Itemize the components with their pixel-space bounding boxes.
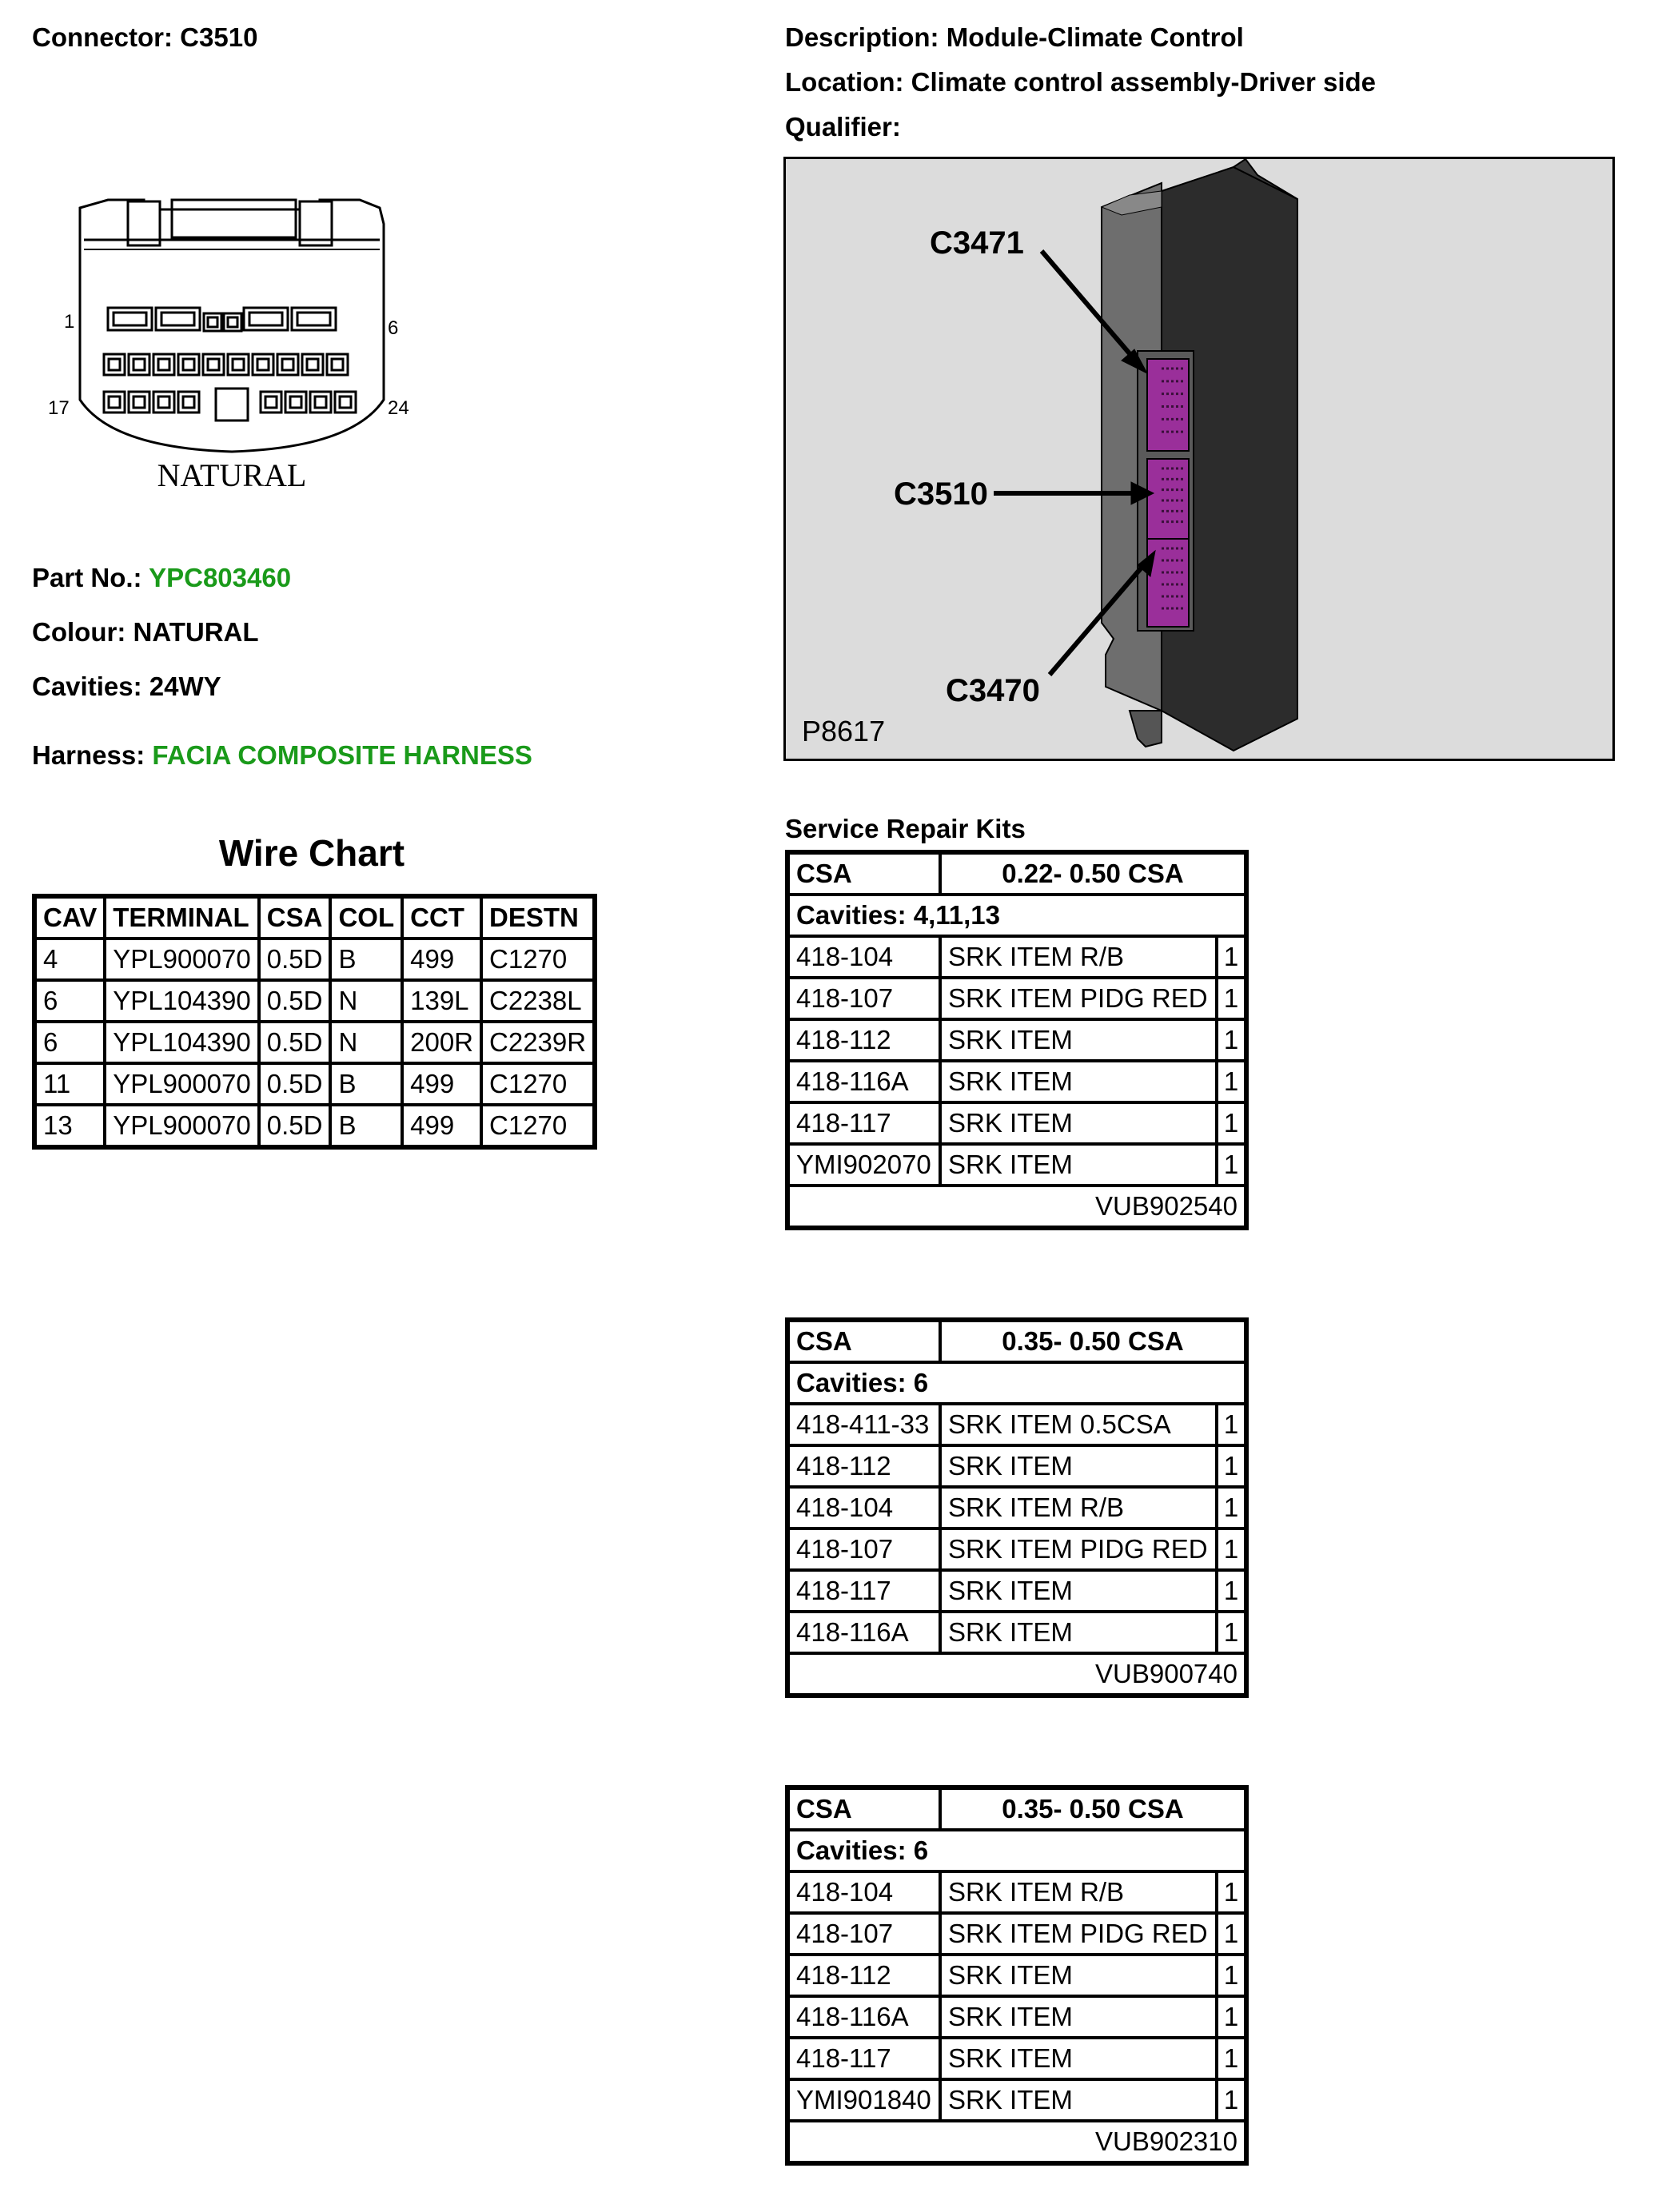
- wire-cell: 499: [402, 1063, 481, 1105]
- table-row: [787, 1871, 1246, 1913]
- kit-header-row: [787, 1320, 1246, 1362]
- wire-cell: 0.5D: [259, 939, 331, 980]
- wire-cell: B: [330, 939, 402, 980]
- table-row: [787, 1404, 1246, 1445]
- connector-c3510: [1147, 459, 1189, 539]
- kit-header-row: [787, 852, 1246, 895]
- kit-item-description: SRK ITEM R/B: [940, 1487, 1217, 1528]
- connector-colour-text: NATURAL: [157, 457, 307, 493]
- wire-cell: 11: [34, 1063, 105, 1105]
- table-row: [34, 1105, 595, 1147]
- kit-number: VUB900740: [787, 1653, 1246, 1696]
- kit-number-row: [787, 2121, 1246, 2163]
- kit-csa-range: 0.22- 0.50 CSA: [940, 852, 1246, 895]
- kit-part-number: 418-104: [787, 1871, 940, 1913]
- kit-csa-label: CSA: [787, 1788, 940, 1830]
- kit-item-description: SRK ITEM 0.5CSA: [940, 1404, 1217, 1445]
- wire-header-cct: CCT: [402, 896, 481, 939]
- table-row: [787, 1144, 1246, 1186]
- kit-item-description: SRK ITEM: [940, 1996, 1217, 2038]
- kit-part-number: 418-116A: [787, 1996, 940, 2038]
- kit-csa-label: CSA: [787, 1320, 940, 1362]
- wire-chart-table: [32, 894, 597, 1150]
- kit-item-description: SRK ITEM R/B: [940, 936, 1217, 978]
- kit-item-description: SRK ITEM: [940, 1144, 1217, 1186]
- kit-item-qty: 1: [1217, 1570, 1246, 1612]
- table-row: [787, 1061, 1246, 1102]
- module-location-image: [783, 157, 1615, 761]
- table-row: [787, 1996, 1246, 2038]
- kit-part-number: 418-104: [787, 936, 940, 978]
- colour-value: NATURAL: [133, 617, 259, 647]
- table-row: [787, 1528, 1246, 1570]
- kit-item-qty: 1: [1217, 1487, 1246, 1528]
- connector-value: C3510: [180, 22, 258, 52]
- location-label: Location:: [785, 67, 904, 97]
- kit-item-description: SRK ITEM: [940, 2079, 1217, 2121]
- kit-item-qty: 1: [1217, 1061, 1246, 1102]
- table-row: [787, 936, 1246, 978]
- kit-item-description: SRK ITEM: [940, 1955, 1217, 1996]
- table-row: [787, 1019, 1246, 1061]
- wire-cell: 499: [402, 939, 481, 980]
- wire-cell: 0.5D: [259, 980, 331, 1022]
- table-row: [787, 1612, 1246, 1653]
- kit-item-qty: 1: [1217, 936, 1246, 978]
- kit-item-description: SRK ITEM: [940, 1102, 1217, 1144]
- table-row: [787, 2079, 1246, 2121]
- repair-kit-table-3: [785, 1785, 1249, 2166]
- wire-cell: 4: [34, 939, 105, 980]
- kit-item-description: SRK ITEM PIDG RED: [940, 1913, 1217, 1955]
- wire-cell: YPL104390: [105, 1022, 259, 1063]
- part-no-value: YPC803460: [149, 563, 292, 592]
- kit-item-qty: 1: [1217, 1612, 1246, 1653]
- table-row: [787, 1487, 1246, 1528]
- wire-chart-header-row: [34, 896, 595, 939]
- wire-header-csa: CSA: [259, 896, 331, 939]
- kit-csa-range: 0.35- 0.50 CSA: [940, 1788, 1246, 1830]
- kit-part-number: YMI902070: [787, 1144, 940, 1186]
- pin-17-label: 17: [48, 397, 70, 419]
- kit-item-qty: 1: [1217, 1144, 1246, 1186]
- wire-cell: YPL900070: [105, 1063, 259, 1105]
- cavities-value: 24WY: [149, 672, 221, 701]
- wire-cell: N: [330, 980, 402, 1022]
- pin-1-label: 1: [64, 311, 75, 333]
- table-row: [787, 978, 1246, 1019]
- wire-cell: N: [330, 1022, 402, 1063]
- wire-cell: 0.5D: [259, 1063, 331, 1105]
- wire-cell: B: [330, 1063, 402, 1105]
- kit-item-description: SRK ITEM: [940, 1061, 1217, 1102]
- harness-value: FACIA COMPOSITE HARNESS: [152, 740, 532, 770]
- kit-part-number: 418-107: [787, 1913, 940, 1955]
- kit-csa-range: 0.35- 0.50 CSA: [940, 1320, 1246, 1362]
- connector-heading: [32, 22, 257, 53]
- wire-cell: C1270: [481, 1105, 595, 1147]
- wire-cell: C2239R: [481, 1022, 595, 1063]
- kit-item-qty: 1: [1217, 1019, 1246, 1061]
- kit-item-description: SRK ITEM PIDG RED: [940, 978, 1217, 1019]
- c3471-label: C3471: [930, 225, 1024, 261]
- wire-cell: 0.5D: [259, 1105, 331, 1147]
- wire-header-terminal: TERMINAL: [105, 896, 259, 939]
- kit-cavities-row: [787, 1362, 1246, 1404]
- table-row: [787, 1102, 1246, 1144]
- kit-part-number: 418-117: [787, 1102, 940, 1144]
- kit-item-qty: 1: [1217, 1404, 1246, 1445]
- kit-item-qty: 1: [1217, 1996, 1246, 2038]
- harness-line: [32, 740, 532, 771]
- c3510-label: C3510: [894, 476, 988, 512]
- kit-item-qty: 1: [1217, 1955, 1246, 1996]
- kit-item-description: SRK ITEM: [940, 1570, 1217, 1612]
- c3470-label: C3470: [946, 673, 1040, 708]
- wire-cell: 0.5D: [259, 1022, 331, 1063]
- kit-part-number: 418-107: [787, 978, 940, 1019]
- wire-cell: YPL900070: [105, 939, 259, 980]
- kit-item-description: SRK ITEM: [940, 1612, 1217, 1653]
- description-value: Module-Climate Control: [946, 22, 1244, 52]
- kit-number: VUB902540: [787, 1186, 1246, 1228]
- wire-cell: 6: [34, 980, 105, 1022]
- pin-24-label: 24: [388, 397, 409, 419]
- table-row: [787, 1913, 1246, 1955]
- kit-cavities: Cavities: 4,11,13: [787, 895, 1246, 936]
- wire-cell: C2238L: [481, 980, 595, 1022]
- kit-part-number: 418-112: [787, 1955, 940, 1996]
- wire-cell: YPL104390: [105, 980, 259, 1022]
- description-label: Description:: [785, 22, 939, 52]
- kit-csa-label: CSA: [787, 852, 940, 895]
- wire-cell: C1270: [481, 939, 595, 980]
- photo-id-label: P8617: [802, 715, 886, 747]
- wire-cell: 499: [402, 1105, 481, 1147]
- pin-6-label: 6: [388, 317, 399, 339]
- qualifier-line: [785, 112, 901, 142]
- kit-part-number: 418-411-33: [787, 1404, 940, 1445]
- kit-cavities: Cavities: 6: [787, 1362, 1246, 1404]
- wire-cell: 139L: [402, 980, 481, 1022]
- kit-item-description: SRK ITEM: [940, 1445, 1217, 1487]
- kit-header-row: [787, 1788, 1246, 1830]
- kit-number-row: [787, 1653, 1246, 1696]
- wire-cell: 200R: [402, 1022, 481, 1063]
- colour-line: [32, 617, 259, 648]
- wire-header-destn: DESTN: [481, 896, 595, 939]
- kit-cavities: Cavities: 6: [787, 1830, 1246, 1871]
- table-row: [34, 980, 595, 1022]
- part-no-label: Part No.:: [32, 563, 142, 592]
- connector-face-diagram: [32, 192, 432, 512]
- kit-item-qty: 1: [1217, 978, 1246, 1019]
- table-row: [787, 2038, 1246, 2079]
- part-no-line: [32, 563, 291, 593]
- table-row: [787, 1955, 1246, 1996]
- kit-item-description: SRK ITEM PIDG RED: [940, 1528, 1217, 1570]
- kit-part-number: 418-117: [787, 1570, 940, 1612]
- kit-part-number: 418-112: [787, 1019, 940, 1061]
- repair-kit-table-1: [785, 850, 1249, 1230]
- kit-item-description: SRK ITEM R/B: [940, 1871, 1217, 1913]
- kit-number: VUB902310: [787, 2121, 1246, 2163]
- kit-part-number: 418-116A: [787, 1612, 940, 1653]
- kit-item-description: SRK ITEM: [940, 2038, 1217, 2079]
- table-row: [787, 1445, 1246, 1487]
- cavities-line: [32, 672, 221, 702]
- wire-cell: B: [330, 1105, 402, 1147]
- location-line: [785, 67, 1376, 98]
- kit-part-number: 418-117: [787, 2038, 940, 2079]
- kit-item-qty: 1: [1217, 1102, 1246, 1144]
- table-row: [787, 1570, 1246, 1612]
- table-row: [34, 939, 595, 980]
- wire-header-cav: CAV: [34, 896, 105, 939]
- kit-part-number: YMI901840: [787, 2079, 940, 2121]
- kit-cavities-row: [787, 1830, 1246, 1871]
- qualifier-label: Qualifier:: [785, 112, 901, 141]
- kit-part-number: 418-107: [787, 1528, 940, 1570]
- wire-cell: 13: [34, 1105, 105, 1147]
- connector-c3471: [1147, 359, 1189, 451]
- wire-chart-title: Wire Chart: [218, 832, 405, 874]
- kit-cavities-row: [787, 895, 1246, 936]
- kit-item-qty: 1: [1217, 1445, 1246, 1487]
- location-value: Climate control assembly-Driver side: [911, 67, 1377, 97]
- kit-item-qty: 1: [1217, 2038, 1246, 2079]
- kit-number-row: [787, 1186, 1246, 1228]
- repair-kit-table-2: [785, 1317, 1249, 1698]
- kit-part-number: 418-116A: [787, 1061, 940, 1102]
- kit-part-number: 418-112: [787, 1445, 940, 1487]
- wire-cell: 6: [34, 1022, 105, 1063]
- service-repair-kits-title: Service Repair Kits: [785, 814, 1026, 843]
- description-line: [785, 22, 1244, 53]
- table-row: [34, 1063, 595, 1105]
- cavities-label: Cavities:: [32, 672, 142, 701]
- kit-item-qty: 1: [1217, 1913, 1246, 1955]
- connector-label: Connector:: [32, 22, 173, 52]
- kit-item-qty: 1: [1217, 1871, 1246, 1913]
- wire-header-col: COL: [330, 896, 402, 939]
- kit-item-qty: 1: [1217, 2079, 1246, 2121]
- harness-label: Harness:: [32, 740, 145, 770]
- wire-cell: C1270: [481, 1063, 595, 1105]
- module-illustration: [786, 159, 1612, 759]
- kit-item-description: SRK ITEM: [940, 1019, 1217, 1061]
- wire-cell: YPL900070: [105, 1105, 259, 1147]
- kit-part-number: 418-104: [787, 1487, 940, 1528]
- colour-label: Colour:: [32, 617, 126, 647]
- table-row: [34, 1022, 595, 1063]
- kit-item-qty: 1: [1217, 1528, 1246, 1570]
